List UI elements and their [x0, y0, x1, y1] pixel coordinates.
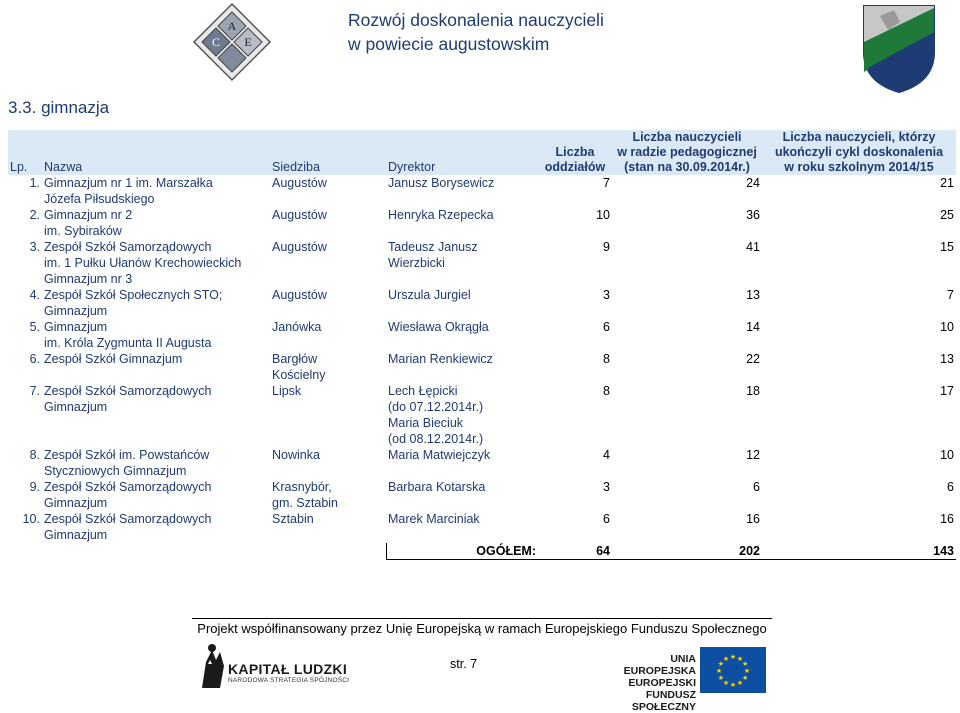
cell-dyrektor-line: Marian Renkiewicz — [388, 352, 493, 366]
table-row — [8, 207, 956, 239]
cell-nazwa — [42, 239, 270, 287]
table-row — [8, 383, 956, 447]
cell-nazwa-line: im. Króla Zygmunta II Augusta — [44, 336, 212, 350]
cell-dyrektor — [386, 479, 538, 511]
cell-lp: 10. — [22, 512, 40, 526]
eu-star-icon: ★ — [722, 680, 730, 688]
eu-star-icon: ★ — [729, 654, 737, 661]
cell-nauczyciele: 24 — [746, 176, 760, 190]
eu-line1: UNIA EUROPEJSKA — [623, 653, 696, 677]
table-header-row — [8, 130, 956, 175]
table-row — [8, 479, 956, 511]
cell-oddzialy: 8 — [603, 384, 610, 398]
table-row — [8, 511, 956, 543]
cell-nauczyciele: 16 — [746, 512, 760, 526]
cell-lp: 2. — [29, 208, 40, 222]
cell-siedziba — [270, 239, 386, 287]
cell-nazwa-line: Zespół Szkół Samorządowych — [44, 384, 212, 398]
cell-siedziba-line: Bargłów — [272, 352, 318, 366]
cell-dyrektor-line: Henryka Rzepecka — [388, 208, 494, 222]
cell-lp: 9. — [29, 480, 40, 494]
cell-nazwa-line: Gimnazjum — [44, 320, 108, 334]
eu-star-icon: ★ — [715, 668, 723, 675]
cell-dyrektor — [386, 383, 538, 447]
cell-nauczyciele: 41 — [746, 240, 760, 254]
cell-nazwa — [42, 287, 270, 319]
col-lp: Lp. — [8, 130, 42, 175]
cell-siedziba — [270, 207, 386, 239]
eu-star-icon: ★ — [736, 655, 744, 663]
cell-dyrektor — [386, 319, 538, 351]
cell-siedziba-line: gm. Sztabin — [272, 496, 339, 510]
cell-dyrektor-line: Wierzbicki — [388, 256, 445, 270]
cell-doskonalenie: 16 — [940, 512, 954, 526]
cell-nazwa — [42, 207, 270, 239]
eu-star-icon: ★ — [736, 680, 744, 688]
cell-siedziba-line: Krasnybór, — [272, 480, 332, 494]
header-title-line2: w powiecie augustowskim — [348, 34, 550, 54]
cell-siedziba — [270, 383, 386, 447]
page-number: str. 7 — [450, 657, 478, 671]
cell-nazwa-line: Styczniowych Gimnazjum — [44, 464, 187, 478]
cell-nazwa — [42, 319, 270, 351]
kapital-ludzki-sub: NARODOWA STRATEGIA SPÓJNOŚCI — [228, 677, 350, 684]
cell-nauczyciele: 22 — [746, 352, 760, 366]
table-row — [8, 239, 956, 287]
col-nauczyciele: Liczba nauczycieli w radzie pedagogicznej (stan na 30.09.2014r.) — [612, 130, 762, 175]
cell-nazwa-line: im. Sybiraków — [44, 224, 122, 238]
table-row — [8, 287, 956, 319]
cell-nazwa-line: Zespół Szkół Samorządowych — [44, 480, 212, 494]
cell-siedziba — [270, 319, 386, 351]
cell-siedziba — [270, 447, 386, 479]
cell-lp: 6. — [29, 352, 40, 366]
eu-line3: FUNDUSZ SPOŁECZNY — [631, 689, 696, 713]
schools-table — [8, 130, 956, 560]
col-siedziba: Siedziba — [270, 130, 386, 175]
cell-siedziba-line: Janówka — [272, 320, 322, 334]
section-title: 3.3. gimnazja — [8, 98, 110, 117]
cell-nazwa — [42, 175, 270, 207]
cell-dyrektor-line: Urszula Jurgiel — [388, 288, 471, 302]
cell-nauczyciele: 13 — [746, 288, 760, 302]
kapital-ludzki-main: KAPITAŁ LUDZKI — [228, 661, 348, 677]
col-dyrektor: Dyrektor — [386, 130, 538, 175]
cell-nauczyciele: 12 — [746, 448, 760, 462]
cell-siedziba-line: Augustów — [272, 240, 327, 254]
cell-dyrektor — [386, 351, 538, 383]
cell-nazwa — [42, 351, 270, 383]
cell-lp: 7. — [29, 384, 40, 398]
cell-nauczyciele: 36 — [746, 208, 760, 222]
cell-oddzialy: 6 — [603, 512, 610, 526]
cell-nauczyciele: 14 — [746, 320, 760, 334]
cell-nazwa-line: Gimnazjum nr 1 im. Marszałka — [44, 176, 213, 190]
cell-nazwa-line: Gimnazjum nr 2 — [44, 208, 133, 222]
cell-dyrektor-line: Maria Matwiejczyk — [388, 448, 491, 462]
table-row — [8, 351, 956, 383]
eu-star-icon: ★ — [717, 675, 725, 682]
cell-oddzialy: 9 — [603, 240, 610, 254]
cell-siedziba-line: Augustów — [272, 288, 327, 302]
cell-dyrektor-line: Tadeusz Janusz — [388, 240, 478, 254]
cell-nazwa-line: Józefa Piłsudskiego — [44, 192, 155, 206]
cell-siedziba — [270, 287, 386, 319]
cell-nazwa — [42, 511, 270, 543]
cell-siedziba — [270, 511, 386, 543]
cell-nazwa-line: im. 1 Pułku Ułanów Krechowieckich — [44, 256, 242, 270]
cell-nazwa-line: Gimnazjum — [44, 496, 108, 510]
cell-siedziba-line: Kościelny — [272, 368, 326, 382]
cell-nazwa — [42, 447, 270, 479]
footer-divider — [192, 618, 772, 619]
cell-siedziba-line: Sztabin — [272, 512, 314, 526]
cell-nazwa-line: Zespół Szkół Gimnazjum — [44, 352, 183, 366]
cell-nazwa-line: Gimnazjum — [44, 528, 108, 542]
cell-dyrektor-line: Lech Łępicki — [388, 384, 458, 398]
total-label: OGÓŁEM: — [386, 543, 538, 560]
cell-siedziba-line: Augustów — [272, 176, 327, 190]
cell-dyrektor — [386, 447, 538, 479]
cell-oddzialy: 6 — [603, 320, 610, 334]
table-row — [8, 319, 956, 351]
cell-lp: 3. — [29, 240, 40, 254]
cell-doskonalenie: 17 — [940, 384, 954, 398]
cell-nauczyciele: 6 — [753, 480, 760, 494]
cell-nauczyciele: 18 — [746, 384, 760, 398]
cell-lp: 1. — [29, 176, 40, 190]
total-doskonalenie: 143 — [762, 543, 956, 560]
kapital-ludzki-logo — [198, 642, 228, 692]
cell-nazwa — [42, 479, 270, 511]
eu-star-icon: ★ — [722, 655, 730, 663]
kapital-ludzki-text — [228, 661, 349, 684]
cell-doskonalenie: 21 — [940, 176, 954, 190]
cell-nazwa-line: Gimnazjum — [44, 304, 108, 318]
cell-doskonalenie: 10 — [940, 448, 954, 462]
cell-siedziba — [270, 175, 386, 207]
header-title-line1: Rozwój doskonalenia nauczycieli — [348, 10, 604, 30]
cell-oddzialy: 3 — [603, 480, 610, 494]
cell-siedziba-line: Augustów — [272, 208, 327, 222]
col-oddzialy: Liczba oddziałów — [538, 130, 612, 175]
cell-nazwa-line: Gimnazjum nr 3 — [44, 272, 133, 286]
cell-lp: 8. — [29, 448, 40, 462]
eu-text — [596, 653, 696, 713]
table-row — [8, 175, 956, 207]
cell-nazwa-line: Zespół Szkół Samorządowych — [44, 240, 212, 254]
eu-star-icon: ★ — [741, 661, 749, 668]
cell-dyrektor-line: Janusz Borysewicz — [388, 176, 495, 190]
powiat-emblem-icon — [860, 2, 938, 94]
eu-star-icon: ★ — [717, 661, 725, 668]
cell-dyrektor-line: Maria Bieciuk — [388, 416, 464, 430]
cae-logo — [192, 2, 272, 82]
cell-oddzialy: 3 — [603, 288, 610, 302]
header-title — [348, 8, 604, 56]
svg-text:E: E — [244, 35, 252, 49]
cell-dyrektor-line: (do 07.12.2014r.) — [388, 400, 484, 414]
cell-doskonalenie: 13 — [940, 352, 954, 366]
col-doskonalenie: Liczba nauczycieli, którzy ukończyli cykl doskonalenia w roku szkolnym 2014/15 — [762, 130, 956, 175]
cell-dyrektor-line: Wiesława Okrągła — [388, 320, 489, 334]
cell-dyrektor-line: Barbara Kotarska — [388, 480, 486, 494]
cell-siedziba-line: Lipsk — [272, 384, 302, 398]
cell-dyrektor — [386, 239, 538, 287]
table-row — [8, 447, 956, 479]
cell-doskonalenie: 6 — [947, 480, 954, 494]
cell-lp: 4. — [29, 288, 40, 302]
cell-nazwa-line: Zespół Szkół im. Powstańców — [44, 448, 210, 462]
cell-nazwa-line: Zespół Szkół Samorządowych — [44, 512, 212, 526]
cell-oddzialy: 4 — [603, 448, 610, 462]
svg-text:C: C — [211, 35, 221, 49]
cell-nazwa — [42, 383, 270, 447]
total-nauczyciele: 202 — [612, 543, 762, 560]
cell-dyrektor — [386, 175, 538, 207]
cell-dyrektor — [386, 287, 538, 319]
cell-doskonalenie: 15 — [940, 240, 954, 254]
col-nazwa: Nazwa — [42, 130, 270, 175]
cell-doskonalenie: 25 — [940, 208, 954, 222]
cell-nazwa-line: Gimnazjum — [44, 400, 108, 414]
cell-dyrektor — [386, 511, 538, 543]
svg-text:A: A — [227, 19, 237, 33]
eu-flag-icon — [700, 647, 766, 693]
cell-doskonalenie: 10 — [940, 320, 954, 334]
total-row — [8, 543, 956, 560]
eu-star-icon: ★ — [741, 675, 749, 682]
cell-dyrektor-line: (od 08.12.2014r.) — [388, 432, 484, 446]
cell-oddzialy: 10 — [596, 208, 610, 222]
cell-siedziba-line: Nowinka — [272, 448, 320, 462]
cell-siedziba — [270, 479, 386, 511]
total-oddzialy: 64 — [538, 543, 612, 560]
cell-lp: 5. — [29, 320, 40, 334]
eu-star-icon: ★ — [743, 668, 751, 675]
cell-nazwa-line: Zespół Szkół Społecznych STO; — [44, 288, 223, 302]
eu-line2: EUROPEJSKI — [628, 677, 696, 689]
cell-dyrektor — [386, 207, 538, 239]
eu-star-icon: ★ — [729, 682, 737, 689]
cell-siedziba — [270, 351, 386, 383]
cell-oddzialy: 7 — [603, 176, 610, 190]
cell-doskonalenie: 7 — [947, 288, 954, 302]
footer-project-text: Projekt współfinansowany przez Unię Europejską w ramach Europejskiego Funduszu Społecznego — [197, 621, 767, 636]
cell-dyrektor-line: Marek Marciniak — [388, 512, 480, 526]
cell-oddzialy: 8 — [603, 352, 610, 366]
